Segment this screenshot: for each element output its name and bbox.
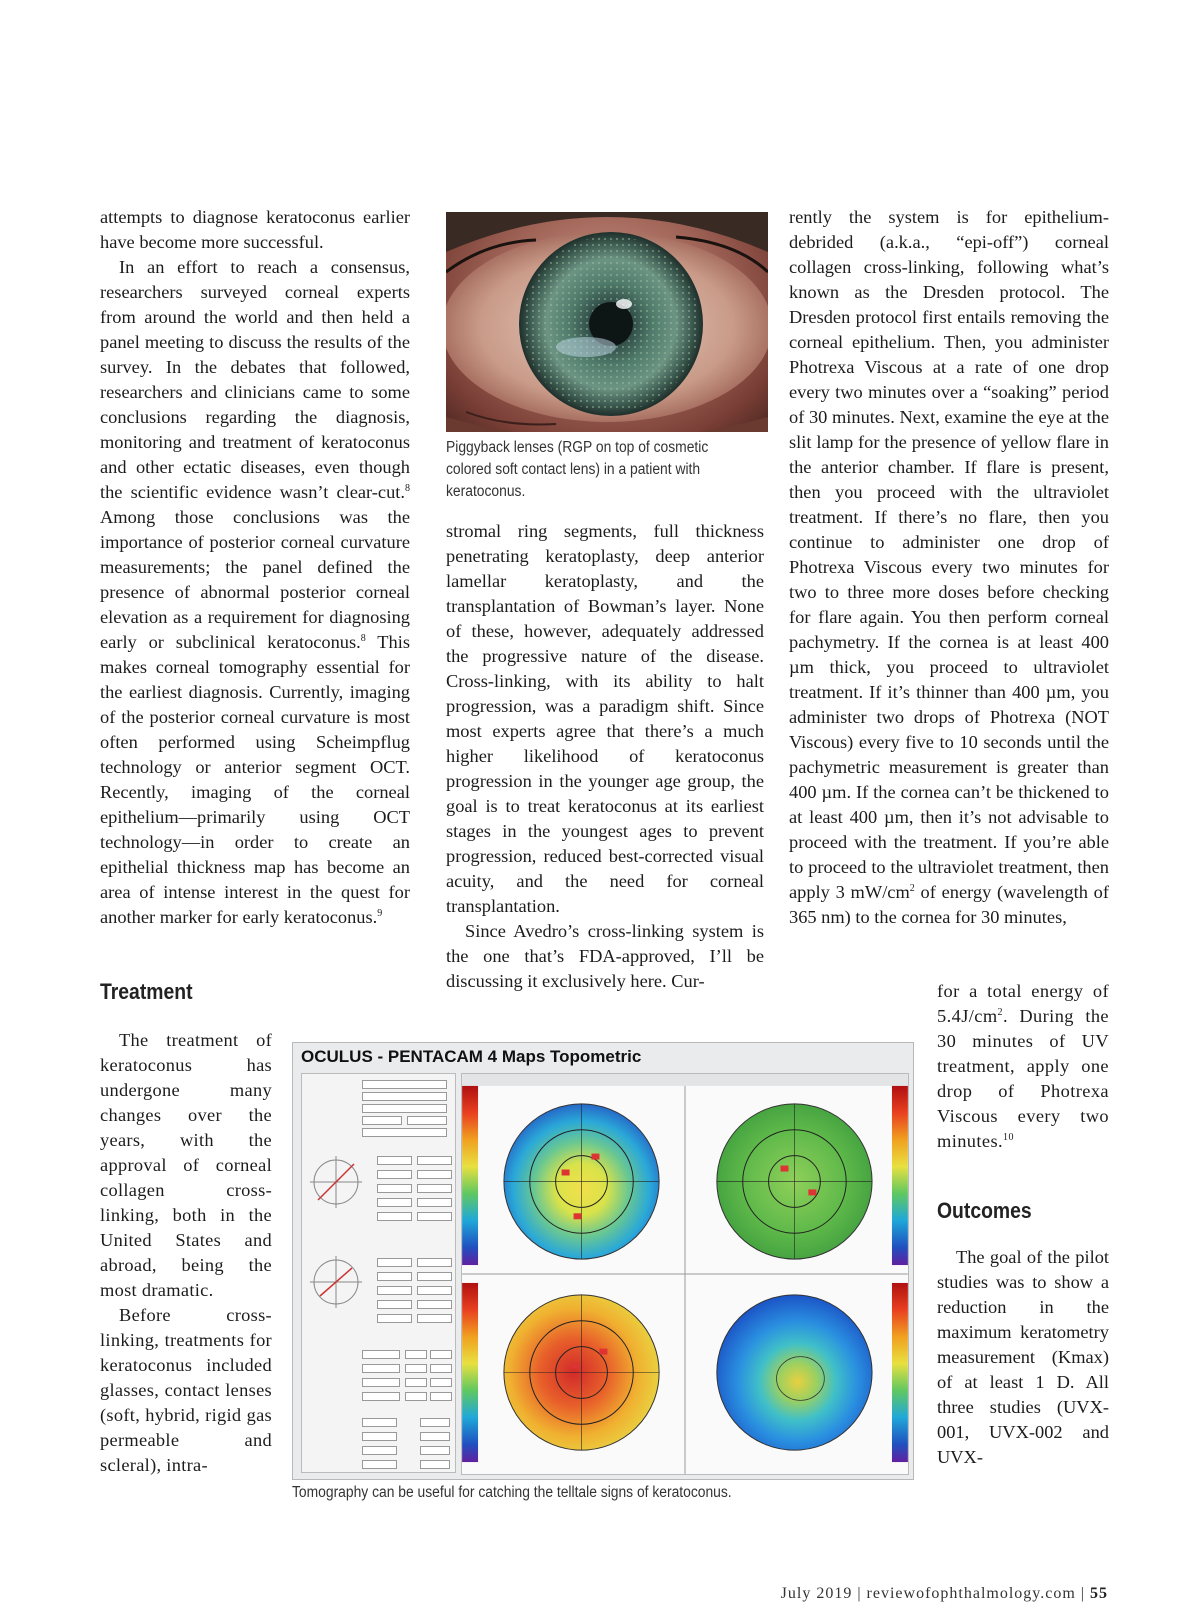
pentacam-data-panel [301, 1073, 456, 1473]
paragraph: Since Avedro’s cross-linking system is the one that’s FDA-approved, I’ll be discussing it exclusively here. Cur- [446, 921, 764, 991]
column-3 [789, 205, 1109, 930]
website: reviewofophthalmology.com [866, 1585, 1076, 1602]
issue-date: July 2019 [780, 1585, 853, 1602]
figure-1-caption: Piggyback lenses (RGP on top of cosmetic colored soft contact lens) in a patient with keratoconus. [446, 439, 709, 500]
section-heading-treatment: Treatment [100, 979, 193, 1004]
paragraph: The treatment of keratoconus has undergone many changes over the years, with the approval of corneal collagen cross-linking, both in the United States and abroad, being the most dramatic. [100, 1030, 272, 1300]
reference-marker: 8 [405, 483, 410, 494]
paragraph: rently the system is for epithelium-debrided (a.k.a., “epi-off”) corneal collagen cross-linking, following what’s known as the Dresden protocol. The Dresden protocol first entails removing the corneal epithelium. Then, you administer Photrexa Viscous at a rate of one drop every two minutes over a “soaking” period of 30 minutes. Next, examine the eye at the slit lamp for the presence of yellow flare in the anterior chamber. If flare is present, then you proceed with the ultraviolet treatment. If there’s no flare, then you continue to administer one drop of Photrexa Viscous every two minutes for two to three more doses before checking for flare again. You then perform corneal pachymetry. If the cornea is at least 400 µm thick, you proceed to ultraviolet treatment. If it’s thinner than 400 µm, you administer two drops of Photrexa (NOT Viscous) every five to 10 seconds until the pachymetric measurement is greater than 400 µm. If the cornea can’t be thickened to at least 400 µm, then it’s not advisable to proceed with the treatment. If you’re able to proceed to the ultraviolet treatment, then apply 3 $mW/cm^2$ of energy (wavelength of 365 nm) to the cornea for 30 minutes, [789, 207, 1109, 927]
reference-marker: 10 [1003, 1132, 1014, 1143]
paragraph: stromal ring segments, full thickness penetrating keratoplasty, deep anterior lamellar keratoplasty, and the transplantation of Bowman’s layer. None of these, however, adequately addressed the progressive nature of the disease. Cross-linking, with its ability to halt progression, was a paradigm shift. Since most experts agree that there’s a much higher likelihood of keratoconus progression in the younger age group, the goal is to treat keratoconus at its earliest stages in the youngest ages to prevent progression, reduced best-corrected visual acuity, and the need for corneal transplantation. [446, 521, 764, 916]
section-heading-outcomes: Outcomes [937, 1198, 1032, 1223]
paragraph: In an effort to reach a consensus, researchers surveyed corneal experts from around the world and then held a panel meeting to discuss the results of the survey. In the debates that followed, researchers and clinicians came to some conclusions regarding the diagnosis, monitoring and treatment of keratoconus and other ectatic diseases, even though the scientific evidence wasn’t clear-cut.$^8$ Among those conclusions was the importance of posterior corneal curvature measurements; the panel defined the presence of abnormal posterior corneal elevation as a requirement for diagnosing early or subclinical keratoconus.$^8$ This makes corneal tomography essential for the earliest diagnosis. Currently, imaging of the posterior corneal curvature is most often performed using Scheimpflug technology or anterior segment OCT. Recently, imaging of the corneal epithelium—primarily using OCT technology—in order to create an epithelial thickness map has become an area of intense interest in the quest for another marker for early keratoconus.$^9$ [100, 257, 410, 927]
page-number: 55 [1090, 1585, 1108, 1602]
axis-diagram-front [306, 1152, 366, 1212]
outcomes-column [937, 1245, 1109, 1470]
reference-marker: 8 [360, 633, 366, 644]
paragraph: for a total energy of $5.4J/cm^2$. During the 30 minutes of UV treatment, apply one drop of Photrexa Viscous every two minutes.$^{10}$ [937, 981, 1109, 1151]
column-3-narrow [937, 979, 1109, 1154]
axis-diagram-back [306, 1252, 366, 1312]
eye-photograph [446, 212, 768, 432]
eye-illustration [446, 212, 768, 432]
pentacam-maps [461, 1073, 909, 1475]
four-maps-illustration [462, 1074, 908, 1474]
column-1 [100, 205, 410, 930]
figure-2-caption: Tomography can be useful for catching the telltale signs of keratoconus. [292, 1484, 732, 1501]
paragraph: The goal of the pilot studies was to show a reduction in the maximum keratometry measurement (Kmax) of at least 1 D. All three studies (UVX-001, UVX-002 and UVX- [937, 1247, 1109, 1467]
paragraph: Before cross-linking, treatments for keratoconus included glasses, contact lenses (soft, hybrid, rigid gas permeable and scleral), intra- [100, 1305, 272, 1475]
pentacam-title: OCULUS - PENTACAM 4 Maps Topometric [301, 1047, 642, 1066]
page-footer: July 2019 | reviewofophthalmology.com | 55 [780, 1585, 1108, 1602]
pentacam-topometric-figure [292, 1042, 914, 1480]
treatment-column [100, 1028, 272, 1478]
reference-marker: 9 [377, 908, 383, 919]
paragraph: attempts to diagnose keratoconus earlier have become more successful. [100, 207, 410, 252]
column-2 [446, 519, 764, 994]
